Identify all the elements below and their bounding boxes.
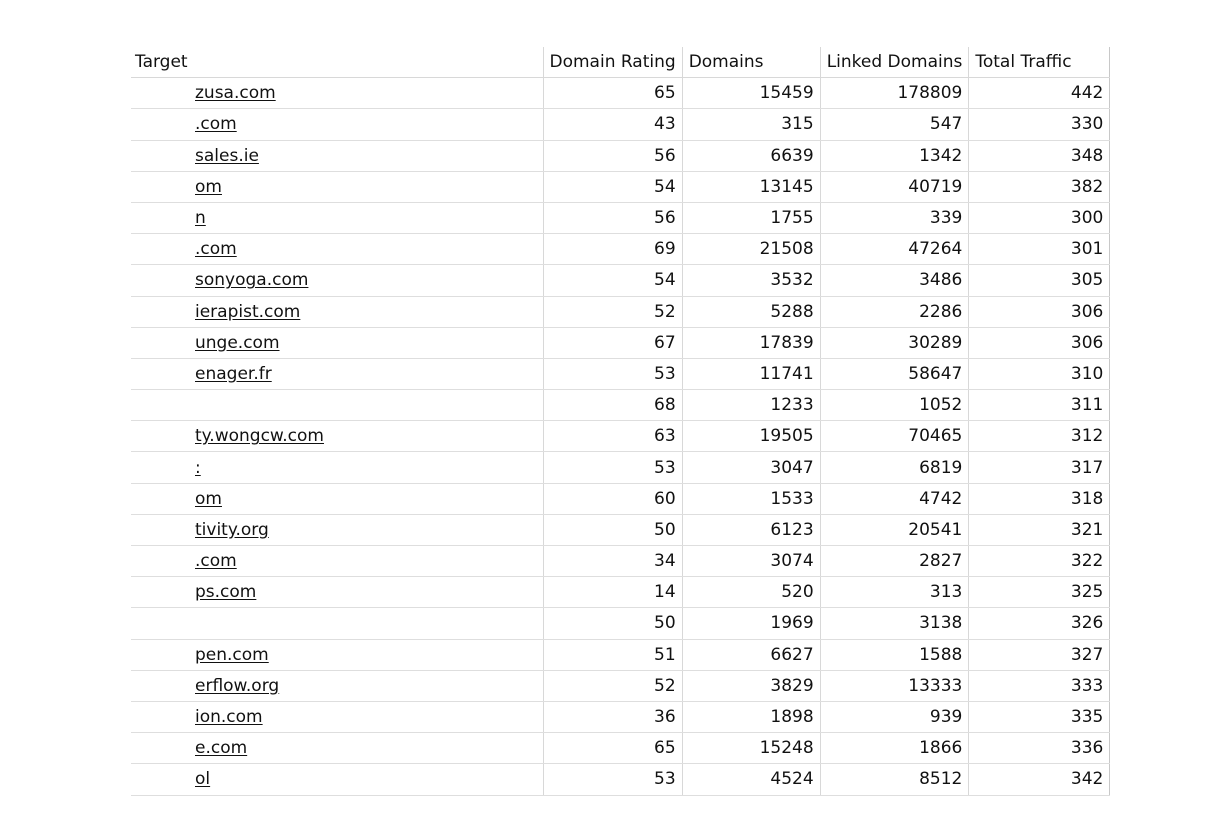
domains-cell[interactable]: 3074 — [682, 546, 820, 577]
domains-cell[interactable]: 6639 — [682, 140, 820, 171]
domain-rating-cell[interactable]: 65 — [543, 733, 682, 764]
target-link[interactable]: pen.com — [195, 644, 269, 665]
linked-domains-cell[interactable]: 70465 — [820, 421, 969, 452]
target-cell[interactable] — [131, 78, 543, 109]
target-cell[interactable] — [131, 452, 543, 483]
domains-cell[interactable]: 3829 — [682, 670, 820, 701]
table-row — [131, 701, 1110, 732]
linked-domains-cell[interactable]: 1866 — [820, 733, 969, 764]
table-row — [131, 483, 1110, 514]
target-link[interactable]: tivity.org — [195, 519, 269, 540]
domains-cell[interactable]: 1755 — [682, 202, 820, 233]
target-link[interactable]: .com — [195, 114, 237, 135]
target-cell[interactable] — [131, 514, 543, 545]
domain-rating-cell[interactable]: 43 — [543, 109, 682, 140]
table-row — [131, 733, 1110, 764]
table-row — [131, 764, 1110, 795]
table-row — [131, 577, 1110, 608]
domain-rating-cell[interactable]: 53 — [543, 764, 682, 795]
domain-rating-cell[interactable]: 34 — [543, 546, 682, 577]
total-traffic-cell[interactable]: 317 — [969, 452, 1110, 483]
table-row — [131, 265, 1110, 296]
target-cell[interactable] — [131, 358, 543, 389]
domains-cell[interactable]: 1233 — [682, 390, 820, 421]
domains-cell[interactable]: 5288 — [682, 296, 820, 327]
domains-cell[interactable]: 3047 — [682, 452, 820, 483]
linked-domains-cell[interactable]: 1342 — [820, 140, 969, 171]
target-link[interactable]: n — [195, 208, 206, 229]
domains-cell[interactable]: 1533 — [682, 483, 820, 514]
total-traffic-cell[interactable]: 348 — [969, 140, 1110, 171]
domains-cell[interactable]: 13145 — [682, 171, 820, 202]
total-traffic-cell[interactable]: 336 — [969, 733, 1110, 764]
table-row — [131, 546, 1110, 577]
target-cell[interactable] — [131, 390, 543, 421]
linked-domains-cell[interactable]: 1588 — [820, 639, 969, 670]
target-link[interactable]: om — [195, 488, 222, 509]
total-traffic-cell[interactable]: 325 — [969, 577, 1110, 608]
linked-domains-cell[interactable]: 339 — [820, 202, 969, 233]
table-row — [131, 202, 1110, 233]
domains-cell[interactable]: 17839 — [682, 327, 820, 358]
target-cell[interactable] — [131, 109, 543, 140]
domains-cell[interactable]: 1898 — [682, 701, 820, 732]
total-traffic-cell[interactable]: 442 — [969, 78, 1110, 109]
domains-cell[interactable]: 21508 — [682, 234, 820, 265]
target-cell[interactable] — [131, 327, 543, 358]
spreadsheet-table-container — [131, 47, 1110, 796]
target-link[interactable]: ty.wongcw.com — [195, 426, 324, 447]
linked-domains-cell[interactable]: 8512 — [820, 764, 969, 795]
target-link[interactable]: sales.ie — [195, 145, 259, 166]
total-traffic-cell[interactable]: 326 — [969, 608, 1110, 639]
table-row — [131, 452, 1110, 483]
linked-domains-cell[interactable]: 20541 — [820, 514, 969, 545]
linked-domains-cell[interactable]: 2827 — [820, 546, 969, 577]
target-link[interactable]: zusa.com — [195, 83, 276, 104]
total-traffic-cell[interactable]: 306 — [969, 327, 1110, 358]
total-traffic-cell[interactable]: 305 — [969, 265, 1110, 296]
target-cell[interactable] — [131, 421, 543, 452]
domain-rating-cell[interactable]: 63 — [543, 421, 682, 452]
table-row — [131, 327, 1110, 358]
target-link[interactable]: : — [195, 457, 201, 478]
target-cell[interactable] — [131, 171, 543, 202]
target-link[interactable]: .com — [195, 551, 237, 572]
linked-domains-cell[interactable]: 13333 — [820, 670, 969, 701]
target-cell[interactable] — [131, 483, 543, 514]
table-row — [131, 109, 1110, 140]
domain-rating-cell[interactable]: 54 — [543, 171, 682, 202]
linked-domains-cell[interactable]: 40719 — [820, 171, 969, 202]
column-header-total-traffic[interactable]: Total Traffic — [969, 47, 1110, 78]
linked-domains-cell[interactable]: 547 — [820, 109, 969, 140]
linked-domains-cell[interactable]: 4742 — [820, 483, 969, 514]
domain-rating-cell[interactable]: 67 — [543, 327, 682, 358]
table-row — [131, 608, 1110, 639]
table-row — [131, 171, 1110, 202]
domain-rating-cell[interactable]: 50 — [543, 514, 682, 545]
table-row — [131, 390, 1110, 421]
linked-domains-cell[interactable]: 3138 — [820, 608, 969, 639]
domain-rating-cell[interactable]: 53 — [543, 358, 682, 389]
target-cell[interactable] — [131, 202, 543, 233]
total-traffic-cell[interactable]: 312 — [969, 421, 1110, 452]
target-link[interactable]: .com — [195, 239, 237, 260]
domain-rating-cell[interactable]: 36 — [543, 701, 682, 732]
domain-rating-cell[interactable]: 51 — [543, 639, 682, 670]
target-cell[interactable] — [131, 234, 543, 265]
linked-domains-cell[interactable]: 47264 — [820, 234, 969, 265]
linked-domains-cell[interactable]: 3486 — [820, 265, 969, 296]
total-traffic-cell[interactable]: 327 — [969, 639, 1110, 670]
target-link[interactable]: ps.com — [195, 582, 257, 603]
table-row — [131, 358, 1110, 389]
domain-rating-cell[interactable]: 52 — [543, 296, 682, 327]
column-header-linked-domains[interactable]: Linked Domains — [820, 47, 969, 78]
domain-rating-cell[interactable]: 65 — [543, 78, 682, 109]
linked-domains-cell[interactable]: 58647 — [820, 358, 969, 389]
target-cell[interactable] — [131, 733, 543, 764]
table-row — [131, 78, 1110, 109]
domain-rating-cell[interactable]: 60 — [543, 483, 682, 514]
target-cell[interactable] — [131, 639, 543, 670]
linked-domains-cell[interactable]: 2286 — [820, 296, 969, 327]
domain-rating-cell[interactable]: 56 — [543, 140, 682, 171]
linked-domains-cell[interactable]: 313 — [820, 577, 969, 608]
linked-domains-cell[interactable]: 6819 — [820, 452, 969, 483]
domain-rating-cell[interactable]: 14 — [543, 577, 682, 608]
linked-domains-cell[interactable]: 178809 — [820, 78, 969, 109]
target-cell[interactable] — [131, 670, 543, 701]
total-traffic-cell[interactable]: 300 — [969, 202, 1110, 233]
target-link[interactable]: erflow.org — [195, 675, 280, 696]
table-row — [131, 670, 1110, 701]
target-link[interactable]: e.com — [195, 738, 248, 759]
linked-domains-cell[interactable]: 939 — [820, 701, 969, 732]
target-cell[interactable] — [131, 764, 543, 795]
table-row — [131, 514, 1110, 545]
total-traffic-cell[interactable]: 321 — [969, 514, 1110, 545]
domains-cell[interactable]: 15459 — [682, 78, 820, 109]
domains-cell[interactable]: 4524 — [682, 764, 820, 795]
target-cell[interactable] — [131, 140, 543, 171]
target-link[interactable]: om — [195, 176, 222, 197]
total-traffic-cell[interactable]: 333 — [969, 670, 1110, 701]
table-row — [131, 140, 1110, 171]
domain-rating-cell[interactable]: 54 — [543, 265, 682, 296]
table-row — [131, 296, 1110, 327]
target-link[interactable]: ion.com — [195, 707, 263, 728]
target-cell[interactable] — [131, 608, 543, 639]
linked-domains-cell[interactable]: 30289 — [820, 327, 969, 358]
backlinks-table — [131, 47, 1110, 796]
domains-cell[interactable]: 6627 — [682, 639, 820, 670]
total-traffic-cell[interactable]: 301 — [969, 234, 1110, 265]
domains-cell[interactable]: 19505 — [682, 421, 820, 452]
domain-rating-cell[interactable]: 50 — [543, 608, 682, 639]
total-traffic-cell[interactable]: 382 — [969, 171, 1110, 202]
total-traffic-cell[interactable]: 310 — [969, 358, 1110, 389]
target-cell[interactable] — [131, 296, 543, 327]
total-traffic-cell[interactable]: 318 — [969, 483, 1110, 514]
column-header-target[interactable]: Target — [131, 47, 543, 78]
domain-rating-cell[interactable]: 53 — [543, 452, 682, 483]
domains-cell[interactable]: 1969 — [682, 608, 820, 639]
domain-rating-cell[interactable]: 68 — [543, 390, 682, 421]
total-traffic-cell[interactable]: 322 — [969, 546, 1110, 577]
domains-cell[interactable]: 315 — [682, 109, 820, 140]
target-link[interactable]: ol — [195, 769, 211, 790]
domains-cell[interactable]: 15248 — [682, 733, 820, 764]
header-row — [131, 47, 1110, 78]
table-row — [131, 234, 1110, 265]
target-link[interactable]: ierapist.com — [195, 301, 301, 322]
target-cell[interactable] — [131, 577, 543, 608]
target-link[interactable]: enager.fr — [195, 363, 272, 384]
target-cell[interactable] — [131, 265, 543, 296]
target-link[interactable]: sonyoga.com — [195, 270, 309, 291]
target-cell[interactable] — [131, 701, 543, 732]
column-header-domain-rating[interactable]: Domain Rating — [543, 47, 682, 78]
domains-cell[interactable]: 11741 — [682, 358, 820, 389]
total-traffic-cell[interactable]: 306 — [969, 296, 1110, 327]
table-row — [131, 421, 1110, 452]
domain-rating-cell[interactable]: 52 — [543, 670, 682, 701]
table-row — [131, 639, 1110, 670]
domain-rating-cell[interactable]: 56 — [543, 202, 682, 233]
total-traffic-cell[interactable]: 311 — [969, 390, 1110, 421]
domains-cell[interactable]: 3532 — [682, 265, 820, 296]
total-traffic-cell[interactable]: 330 — [969, 109, 1110, 140]
target-cell[interactable] — [131, 546, 543, 577]
column-header-domains[interactable]: Domains — [682, 47, 820, 78]
linked-domains-cell[interactable]: 1052 — [820, 390, 969, 421]
domain-rating-cell[interactable]: 69 — [543, 234, 682, 265]
total-traffic-cell[interactable]: 335 — [969, 701, 1110, 732]
domains-cell[interactable]: 520 — [682, 577, 820, 608]
domains-cell[interactable]: 6123 — [682, 514, 820, 545]
total-traffic-cell[interactable]: 342 — [969, 764, 1110, 795]
target-link[interactable]: unge.com — [195, 332, 280, 353]
